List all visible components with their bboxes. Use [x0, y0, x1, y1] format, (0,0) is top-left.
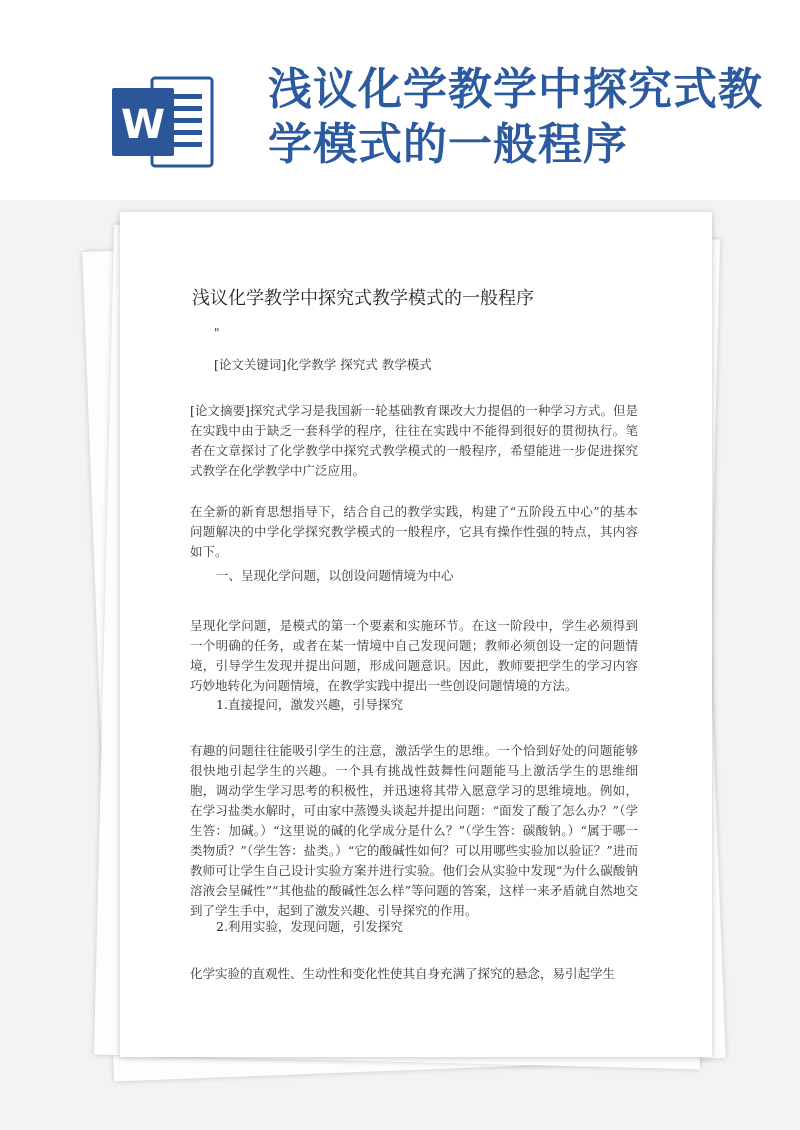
subsection-2-heading: 2.利用实验，发现问题，引发探究 — [216, 919, 403, 934]
header-banner — [0, 0, 800, 200]
document-page — [120, 212, 712, 1057]
keywords-line: [论文关键词]化学教学 探究式 教学模式 — [214, 357, 432, 372]
section-1-paragraph: 呈现化学问题，是模式的第一个要素和实施环节。在这一阶段中，学生必须得到一个明确的任务，或者在某一情境中自己发现问题；教师必须创设一定的问题情境，引导学生发现并提出问题，形成问题意识。因此，教师要把学生的学习内容巧妙地转化为问题情境，在教学实践中提出一些创设问题情境的方法。 — [190, 618, 638, 693]
subsection-2-paragraph: 化学实验的直观性、生动性和变化性使其自身充满了探究的悬念，易引起学生 — [190, 966, 616, 981]
document-title: 浅议化学教学中探究式教学模式的一般程序 — [192, 288, 534, 309]
abstract-paragraph: [论文摘要]探究式学习是我国新一轮基础教育课改大力提倡的一种学习方式。但是在实践中由于缺乏一套科学的程序，往往在实践中不能得到很好的贯彻执行。笔者在文章探讨了化学教学中探究式教学模式的一般程序，希望能进一步促进探究式教学在化学教学中广泛应用。 — [190, 403, 638, 478]
section-1-heading: 一、呈现化学问题，以创设问题情境为中心 — [216, 568, 454, 583]
page-title: 浅议化学教学中探究式教学模式的一般程序 — [268, 64, 763, 170]
intro-paragraph: 在全新的新育思想指导下，结合自己的教学实践，构建了“五阶段五中心”的基本问题解决的中学化学探究教学模式的一般程序，它具有操作性强的特点，其内容如下。 — [190, 504, 638, 559]
word-document-icon — [108, 72, 218, 172]
quote-mark: " — [214, 326, 220, 340]
subsection-1-heading: 1.直接提问，激发兴趣，引导探究 — [216, 697, 403, 712]
logo-letter: W — [120, 102, 166, 148]
subsection-1-paragraph: 有趣的问题往往能吸引学生的注意，激活学生的思维。一个恰到好处的问题能够很快地引起学生的兴趣。一个具有挑战性鼓舞性问题能马上激活学生的思维细胞，调动学生学习思考的积极性，并迅速将其带入愿意学习的思维境地。例如，在学习盐类水解时，可由家中蒸馒头谈起并提出问题：“面发了酸了怎么办？”（学生答：加碱。）“这里说的碱的化学成分是什么？”（学生答：碳酸钠。）“属于哪一类物质？”（学生答：盐类。）“它的酸碱性如何？可以用哪些实验加以验证？”进而教师可让学生自己设计实验方案并进行实验。他们会从实验中发现“为什么碳酸钠溶液会呈碱性”“其他盐的酸碱性怎么样”等问题的答案，这样一来矛盾就自然地交到了学生手中，起到了激发兴趣、引导探究的作用。 — [190, 743, 638, 918]
